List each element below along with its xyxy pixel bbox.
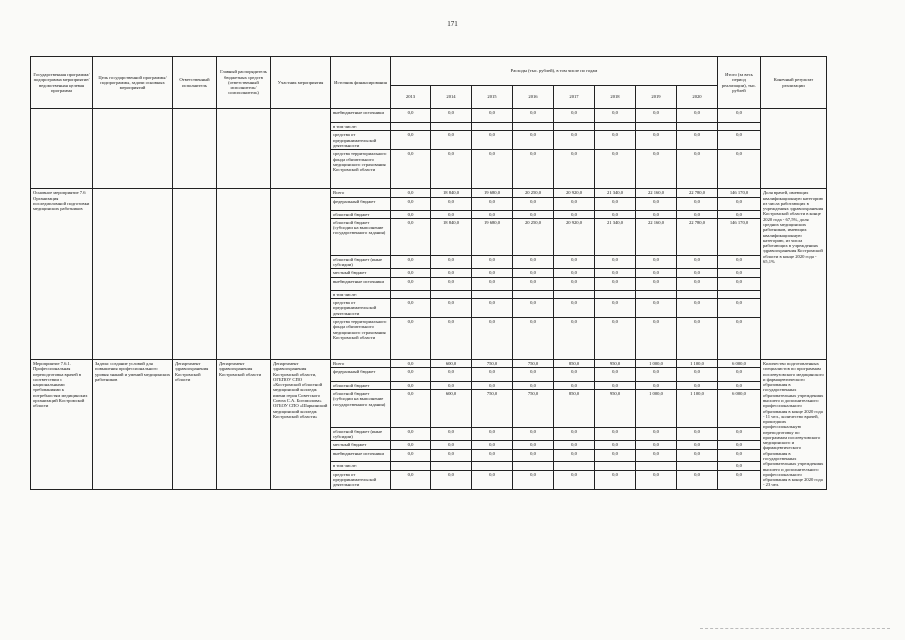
year-value: 0,0	[391, 381, 431, 389]
year-value: 0,0	[595, 109, 636, 123]
year-value: 0,0	[431, 210, 472, 218]
year-value: 1 000,0	[636, 390, 677, 428]
year-value: 0,0	[472, 449, 513, 461]
year-value	[513, 462, 554, 470]
year-value: 0,0	[513, 210, 554, 218]
total-value: 0,0	[718, 368, 761, 381]
block-name	[31, 109, 93, 189]
year-value: 0,0	[677, 255, 718, 269]
year-value: 0,0	[554, 381, 595, 389]
year-value: 20 250,0	[513, 218, 554, 255]
header-responsible: Ответственный исполнитель	[173, 57, 217, 109]
year-value: 0,0	[472, 269, 513, 277]
year-value: 0,0	[554, 197, 595, 210]
year-value: 0,0	[513, 109, 554, 123]
year-value: 0,0	[513, 368, 554, 381]
total-value: 0,0	[718, 210, 761, 218]
year-value: 18 840,0	[431, 218, 472, 255]
block-responsible: Департамент здравоохранения Костромской области	[173, 359, 217, 489]
year-value: 0,0	[472, 317, 513, 359]
year-value: 20 250,0	[513, 189, 554, 197]
header-total: Итого (за весь период реализации), тыс. рублей	[718, 57, 761, 109]
year-value: 0,0	[472, 255, 513, 269]
total-value: 0,0	[718, 131, 761, 150]
year-value	[391, 290, 431, 298]
year-value: 0,0	[513, 197, 554, 210]
year-value: 19 680,0	[472, 189, 513, 197]
year-value: 0,0	[636, 441, 677, 449]
year-value: 1 100,0	[677, 390, 718, 428]
year-value: 0,0	[595, 449, 636, 461]
total-value: 0,0	[718, 449, 761, 461]
total-value: 0,0	[718, 427, 761, 441]
year-value	[472, 290, 513, 298]
funding-source: местный бюджет	[331, 269, 391, 277]
year-value: 0,0	[431, 109, 472, 123]
year-value: 0,0	[636, 197, 677, 210]
header-source: Источник финансирования	[331, 57, 391, 109]
year-value	[636, 462, 677, 470]
year-value: 0,0	[554, 210, 595, 218]
year-value: 0,0	[472, 368, 513, 381]
funding-source: средства от предпринимательской деятельности	[331, 131, 391, 150]
block-name: Основное мероприятие 7.6 Организация последипломной подготовки медицинских работников	[31, 189, 93, 360]
header-expenses: Расходы (тыс. рублей), в том числе по годам	[391, 57, 718, 86]
year-value: 0,0	[677, 109, 718, 123]
header-grbs: Главный распорядитель бюджетных средств (ответственный исполнитель/ соисполнитель)	[217, 57, 271, 109]
year-value: 0,0	[431, 269, 472, 277]
year-value: 0,0	[391, 109, 431, 123]
year-value: 0,0	[636, 255, 677, 269]
year-value: 0,0	[554, 317, 595, 359]
year-value: 950,0	[595, 390, 636, 428]
year-value: 0,0	[513, 381, 554, 389]
year-value: 0,0	[554, 441, 595, 449]
funding-source: в том числе:	[331, 290, 391, 298]
block-result: Количество подготовленных специалистов по программам послевузовского медицинского и фармацевтического образования в государственных образовательных учреждениях высшего и дополнительного профессионального образования в конце 2020 года - 11 чел., количество врачей, прошедших профессиональную переподготовку по программам послевузовского медицинского и фармацевтического образования в государственных образовательных учреждениях высшего и дополнительного профессионального образования в конце 2020 года - 23 чел.	[761, 359, 827, 489]
funding-source: областной бюджет (субсидии на выполнение государственного задания)	[331, 218, 391, 255]
year-value	[391, 462, 431, 470]
year-value	[595, 462, 636, 470]
funding-source: областной бюджет	[331, 210, 391, 218]
year-value	[513, 290, 554, 298]
year-value	[431, 462, 472, 470]
year-value: 750,0	[513, 390, 554, 428]
year-value: 0,0	[677, 277, 718, 290]
year-value	[391, 123, 431, 131]
total-value: 0,0	[718, 255, 761, 269]
year-value: 0,0	[677, 470, 718, 489]
year-value: 600,0	[431, 359, 472, 367]
funding-source: средства территориального фонда обязательного медицинского страхования Костромской области	[331, 150, 391, 189]
year-value: 0,0	[595, 277, 636, 290]
year-value	[636, 290, 677, 298]
total-value: 0,0	[718, 109, 761, 123]
year-value: 0,0	[677, 197, 718, 210]
year-value: 0,0	[472, 150, 513, 189]
table-row	[31, 359, 827, 367]
year-value: 0,0	[595, 298, 636, 317]
year-value: 0,0	[391, 197, 431, 210]
year-value: 0,0	[472, 131, 513, 150]
year-value: 0,0	[554, 427, 595, 441]
header-year: 2013	[391, 86, 431, 109]
total-value: 6 000,0	[718, 390, 761, 428]
year-value: 0,0	[472, 381, 513, 389]
header-year: 2016	[513, 86, 554, 109]
year-value: 0,0	[677, 381, 718, 389]
year-value: 0,0	[391, 317, 431, 359]
year-value	[554, 290, 595, 298]
block-name: Мероприятие 7.6.1. Профессиональная переподготовка врачей в соответствии с национальными требованиями к потребностям медицинских организаций Костромской области	[31, 359, 93, 489]
year-value: 22 780,0	[677, 189, 718, 197]
year-value: 0,0	[595, 317, 636, 359]
year-value: 0,0	[431, 368, 472, 381]
year-value: 0,0	[636, 368, 677, 381]
year-value	[677, 123, 718, 131]
funding-source: в том числе:	[331, 462, 391, 470]
year-value: 0,0	[595, 210, 636, 218]
year-value: 0,0	[472, 298, 513, 317]
year-value: 0,0	[554, 298, 595, 317]
year-value	[472, 123, 513, 131]
year-value	[595, 123, 636, 131]
year-value	[636, 123, 677, 131]
year-value: 0,0	[431, 298, 472, 317]
year-value: 0,0	[636, 298, 677, 317]
total-value: 0,0	[718, 269, 761, 277]
year-value: 0,0	[554, 255, 595, 269]
year-value: 0,0	[431, 131, 472, 150]
year-value: 21 340,0	[595, 218, 636, 255]
year-value: 0,0	[595, 381, 636, 389]
year-value: 0,0	[677, 131, 718, 150]
total-value: 0,0	[718, 150, 761, 189]
year-value: 0,0	[636, 277, 677, 290]
year-value: 0,0	[431, 317, 472, 359]
year-value: 0,0	[636, 427, 677, 441]
year-value: 0,0	[431, 441, 472, 449]
year-value	[677, 462, 718, 470]
year-value: 0,0	[554, 269, 595, 277]
year-value: 0,0	[391, 277, 431, 290]
table-row	[31, 189, 827, 197]
year-value: 0,0	[513, 317, 554, 359]
year-value: 750,0	[513, 359, 554, 367]
year-value: 0,0	[595, 197, 636, 210]
year-value: 0,0	[391, 449, 431, 461]
year-value: 0,0	[554, 277, 595, 290]
year-value: 0,0	[391, 210, 431, 218]
year-value	[554, 123, 595, 131]
year-value: 0,0	[554, 150, 595, 189]
header-year: 2019	[636, 86, 677, 109]
year-value	[431, 123, 472, 131]
year-value	[513, 123, 554, 131]
year-value: 0,0	[391, 441, 431, 449]
header-year: 2017	[554, 86, 595, 109]
year-value: 0,0	[636, 269, 677, 277]
year-value: 0,0	[554, 109, 595, 123]
year-value: 0,0	[391, 470, 431, 489]
block-participant	[271, 189, 331, 360]
year-value: 0,0	[391, 427, 431, 441]
year-value: 0,0	[677, 317, 718, 359]
year-value: 0,0	[677, 449, 718, 461]
year-value: 600,0	[431, 390, 472, 428]
block-participant	[271, 109, 331, 189]
year-value: 0,0	[595, 269, 636, 277]
page-number: 171	[447, 20, 458, 28]
total-value: 6 000,0	[718, 359, 761, 367]
year-value: 0,0	[595, 150, 636, 189]
year-value: 0,0	[472, 427, 513, 441]
year-value: 850,0	[554, 390, 595, 428]
funding-source: средства территориального фонда обязательного медицинского страхования Костромской области	[331, 317, 391, 359]
year-value: 20 920,0	[554, 189, 595, 197]
year-value: 0,0	[472, 210, 513, 218]
year-value	[595, 290, 636, 298]
year-value: 0,0	[554, 131, 595, 150]
year-value: 0,0	[431, 197, 472, 210]
year-value: 22 780,0	[677, 218, 718, 255]
year-value: 0,0	[636, 449, 677, 461]
year-value: 0,0	[513, 277, 554, 290]
year-value: 21 340,0	[595, 189, 636, 197]
year-value: 0,0	[513, 298, 554, 317]
funding-source: местный бюджет	[331, 441, 391, 449]
block-responsible	[173, 189, 217, 360]
funding-source: Всего	[331, 189, 391, 197]
year-value: 0,0	[391, 269, 431, 277]
year-value: 0,0	[636, 317, 677, 359]
total-value: 0,0	[718, 441, 761, 449]
year-value: 0,0	[472, 197, 513, 210]
year-value: 0,0	[513, 449, 554, 461]
year-value: 0,0	[431, 449, 472, 461]
header-goal: Цель государственной программы/подпрограммы, задачи основных мероприятий	[93, 57, 173, 109]
block-goal: Задача: создание условий для повышения профессионального уровня знаний и умений медицинских работников	[93, 359, 173, 489]
year-value: 0,0	[431, 381, 472, 389]
total-value: 0,0	[718, 470, 761, 489]
year-value: 0,0	[513, 255, 554, 269]
year-value: 0,0	[636, 210, 677, 218]
year-value: 1 000,0	[636, 359, 677, 367]
funding-source: областной бюджет	[331, 381, 391, 389]
year-value: 0,0	[391, 218, 431, 255]
year-value: 850,0	[554, 359, 595, 367]
year-value: 0,0	[391, 255, 431, 269]
header-result: Конечный результат реализации	[761, 57, 827, 109]
funding-source: федеральный бюджет	[331, 197, 391, 210]
year-value: 0,0	[677, 427, 718, 441]
year-value: 0,0	[391, 390, 431, 428]
total-value: 0,0	[718, 197, 761, 210]
year-value: 750,0	[472, 390, 513, 428]
block-result: Доля врачей, имеющих квалификационную категорию из числа работающих в учреждениях здравоохранения Костромской области в конце 2020 года - 67,5%, доля средних медицинских работников, имеющих квалификационную категорию, из числа работающих в учреждениях здравоохранения Костромской области в конце 2020 года - 65,1%	[761, 189, 827, 360]
block-participant: Департамент здравоохранения Костромской области, ОГБПОУ СПО «Костромской областной медицинский колледж имени героя Советского Союза С.А. Богомолова» ОГБОУ СПО «Шарьинский медицинский колледж Костромской области»	[271, 359, 331, 489]
year-value: 0,0	[636, 109, 677, 123]
total-value: 0,0	[718, 298, 761, 317]
total-value: 0,0	[718, 277, 761, 290]
year-value: 0,0	[513, 150, 554, 189]
year-value: 0,0	[677, 269, 718, 277]
header-year: 2015	[472, 86, 513, 109]
block-result	[761, 109, 827, 189]
year-value: 0,0	[677, 441, 718, 449]
year-value: 0,0	[391, 368, 431, 381]
budget-table	[30, 56, 827, 490]
year-value	[677, 290, 718, 298]
block-grbs	[217, 189, 271, 360]
year-value: 19 680,0	[472, 218, 513, 255]
header-year: 2020	[677, 86, 718, 109]
total-value: 146 170,0	[718, 189, 761, 197]
year-value: 0,0	[391, 189, 431, 197]
funding-source: средства от предпринимательской деятельности	[331, 470, 391, 489]
year-value: 0,0	[431, 150, 472, 189]
year-value: 0,0	[636, 150, 677, 189]
year-value: 0,0	[554, 368, 595, 381]
funding-source: в том числе:	[331, 123, 391, 131]
funding-source: средства от предпринимательской деятельности	[331, 298, 391, 317]
block-goal	[93, 109, 173, 189]
year-value: 0,0	[677, 298, 718, 317]
funding-source: внебюджетные источники	[331, 109, 391, 123]
total-value	[718, 290, 761, 298]
year-value: 0,0	[595, 427, 636, 441]
year-value: 0,0	[636, 131, 677, 150]
year-value: 0,0	[472, 470, 513, 489]
year-value: 22 160,0	[636, 189, 677, 197]
funding-source: внебюджетные источники	[331, 277, 391, 290]
year-value: 0,0	[431, 277, 472, 290]
year-value: 0,0	[513, 441, 554, 449]
year-value: 0,0	[636, 470, 677, 489]
block-grbs: Департамент здравоохранения Костромской области	[217, 359, 271, 489]
funding-source: областной бюджет (иные субсидии)	[331, 427, 391, 441]
total-value: 0,0	[718, 317, 761, 359]
header-year: 2014	[431, 86, 472, 109]
year-value: 0,0	[677, 210, 718, 218]
block-responsible	[173, 109, 217, 189]
year-value: 0,0	[636, 381, 677, 389]
funding-source: внебюджетные источники	[331, 449, 391, 461]
header-program: Государственная программа/подпрограмма мероприятие/ ведомственная целевая программа	[31, 57, 93, 109]
block-goal	[93, 189, 173, 360]
year-value: 20 920,0	[554, 218, 595, 255]
year-value: 0,0	[554, 449, 595, 461]
scan-artifact	[700, 628, 890, 631]
total-value: 0,0	[718, 462, 761, 470]
year-value: 950,0	[595, 359, 636, 367]
total-value	[718, 123, 761, 131]
year-value: 0,0	[513, 131, 554, 150]
year-value: 0,0	[391, 359, 431, 367]
year-value: 0,0	[431, 255, 472, 269]
year-value: 0,0	[391, 298, 431, 317]
funding-source: областной бюджет (субсидии на выполнение государственного задания)	[331, 390, 391, 428]
year-value: 0,0	[391, 131, 431, 150]
year-value: 0,0	[677, 368, 718, 381]
funding-source: Всего	[331, 359, 391, 367]
table-row	[31, 109, 827, 123]
year-value: 18 840,0	[431, 189, 472, 197]
year-value: 0,0	[595, 255, 636, 269]
year-value: 0,0	[677, 150, 718, 189]
total-value: 0,0	[718, 381, 761, 389]
header-year: 2018	[595, 86, 636, 109]
year-value: 22 160,0	[636, 218, 677, 255]
year-value: 0,0	[513, 470, 554, 489]
funding-source: областной бюджет (иные субсидии)	[331, 255, 391, 269]
year-value	[472, 462, 513, 470]
year-value: 0,0	[595, 470, 636, 489]
header-participant: Участник мероприятия	[271, 57, 331, 109]
year-value: 0,0	[472, 441, 513, 449]
year-value	[554, 462, 595, 470]
year-value: 0,0	[595, 441, 636, 449]
year-value: 0,0	[472, 109, 513, 123]
year-value: 0,0	[472, 277, 513, 290]
block-grbs	[217, 109, 271, 189]
year-value: 0,0	[431, 470, 472, 489]
year-value: 0,0	[391, 150, 431, 189]
funding-source: федеральный бюджет	[331, 368, 391, 381]
year-value: 0,0	[595, 131, 636, 150]
year-value: 0,0	[513, 427, 554, 441]
year-value: 0,0	[595, 368, 636, 381]
year-value: 0,0	[513, 269, 554, 277]
year-value	[431, 290, 472, 298]
year-value: 1 100,0	[677, 359, 718, 367]
year-value: 750,0	[472, 359, 513, 367]
year-value: 0,0	[554, 470, 595, 489]
year-value: 0,0	[431, 427, 472, 441]
total-value: 146 170,0	[718, 218, 761, 255]
